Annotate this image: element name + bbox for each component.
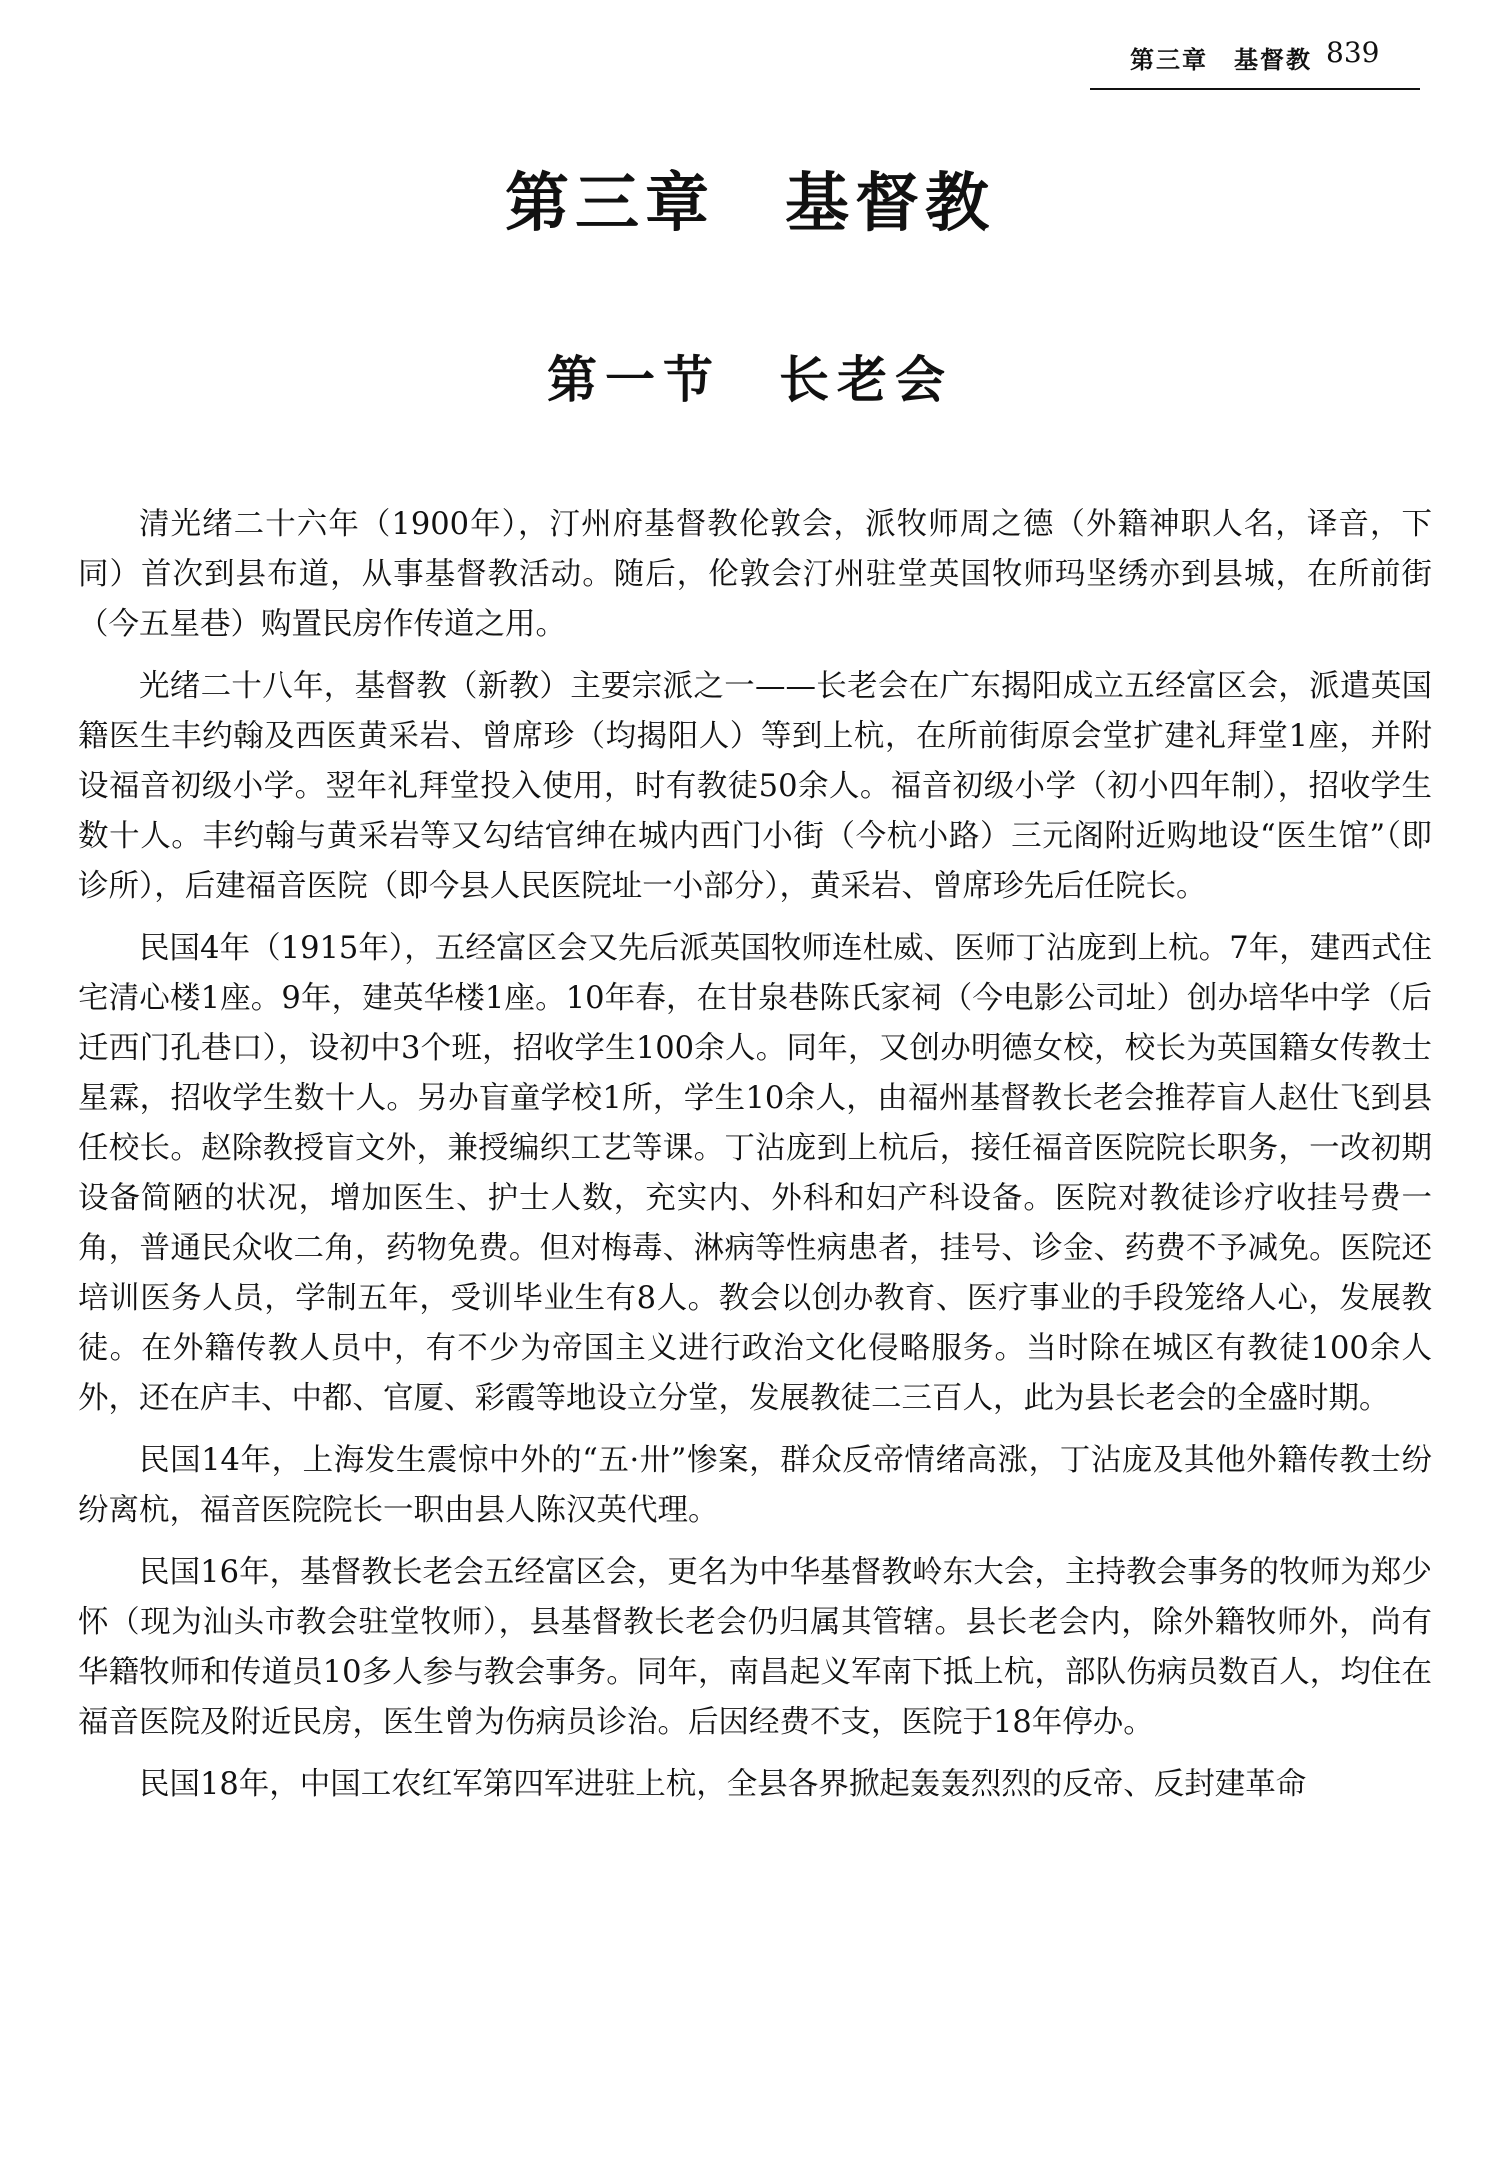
paragraph-4: 民国14年，上海发生震惊中外的“五·卅”惨案，群众反帝情绪高涨，丁沾庞及其他外籍传教士纷纷离杭，福音医院院长一职由县人陈汉英代理。 (78, 1443, 1432, 1528)
running-header (1090, 28, 1420, 90)
paragraph-6: 民国18年，中国工农红军第四军进驻上杭，全县各界掀起轰轰烈烈的反帝、反封建革命 (139, 1767, 1307, 1802)
paragraph-1: 清光绪二十六年（1900年），汀州府基督教伦敦会，派牧师周之德（外籍神职人名，译音，下同）首次到县布道，从事基督教活动。随后，伦敦会汀州驻堂英国牧师玛坚绣亦到县城，在所前街（今五星巷）购置民房作传道之用。 (78, 507, 1432, 642)
body-text (78, 500, 1432, 1822)
chapter-title: 第三章 基督教 (505, 167, 995, 241)
section-title: 第一节 长老会 (547, 350, 953, 409)
paragraph-5: 民国16年，基督教长老会五经富区会，更名为中华基督教岭东大会，主持教会事务的牧师为郑少怀（现为汕头市教会驻堂牧师），县基督教长老会仍归属其管辖。县长老会内，除外籍牧师外，尚有华籍牧师和传道员10多人参与教会事务。同年，南昌起义军南下抵上杭，部队伤病员数百人，均住在福音医院及附近民房，医生曾为伤病员诊治。后因经费不支，医院于18年停办。 (78, 1555, 1432, 1740)
paragraph-2: 光绪二十八年，基督教（新教）主要宗派之一——长老会在广东揭阳成立五经富区会，派遣英国籍医生丰约翰及西医黄采岩、曾席珍（均揭阳人）等到上杭，在所前街原会堂扩建礼拜堂1座，并附设福音初级小学。翌年礼拜堂投入使用，时有教徒50余人。福音初级小学（初小四年制），招收学生数十人。丰约翰与黄采岩等又勾结官绅在城内西门小街（今杭小路）三元阁附近购地设“医生馆”（即诊所），后建福音医院（即今县人民医院址一小部分），黄采岩、曾席珍先后任院长。 (78, 669, 1432, 904)
running-title: 第三章 基督教 (1130, 46, 1312, 74)
page-number: 839 (1326, 36, 1380, 69)
paragraph-3: 民国4年（1915年），五经富区会又先后派英国牧师连杜威、医师丁沾庞到上杭。7年，建西式住宅清心楼1座。9年，建英华楼1座。10年春，在甘泉巷陈氏家祠（今电影公司址）创办培华中学（后迁西门孔巷口），设初中3个班，招收学生100余人。同年，又创办明德女校，校长为英国籍女传教士星霖，招收学生数十人。另办盲童学校1所，学生10余人，由福州基督教长老会推荐盲人赵仕飞到县任校长。赵除教授盲文外，兼授编织工艺等课。丁沾庞到上杭后，接任福音医院院长职务，一改初期设备简陋的状况，增加医生、护士人数，充实内、外科和妇产科设备。医院对教徒诊疗收挂号费一角，普通民众收二角，药物免费。但对梅毒、淋病等性病患者，挂号、诊金、药费不予减免。医院还培训医务人员，学制五年，受训毕业生有8人。教会以创办教育、医疗事业的手段笼络人心，发展教徒。在外籍传教人员中，有不少为帝国主义进行政治文化侵略服务。当时除在城区有教徒100余人外，还在庐丰、中都、官厦、彩霞等地设立分堂，发展教徒二三百人，此为县长老会的全盛时期。 (78, 931, 1432, 1416)
